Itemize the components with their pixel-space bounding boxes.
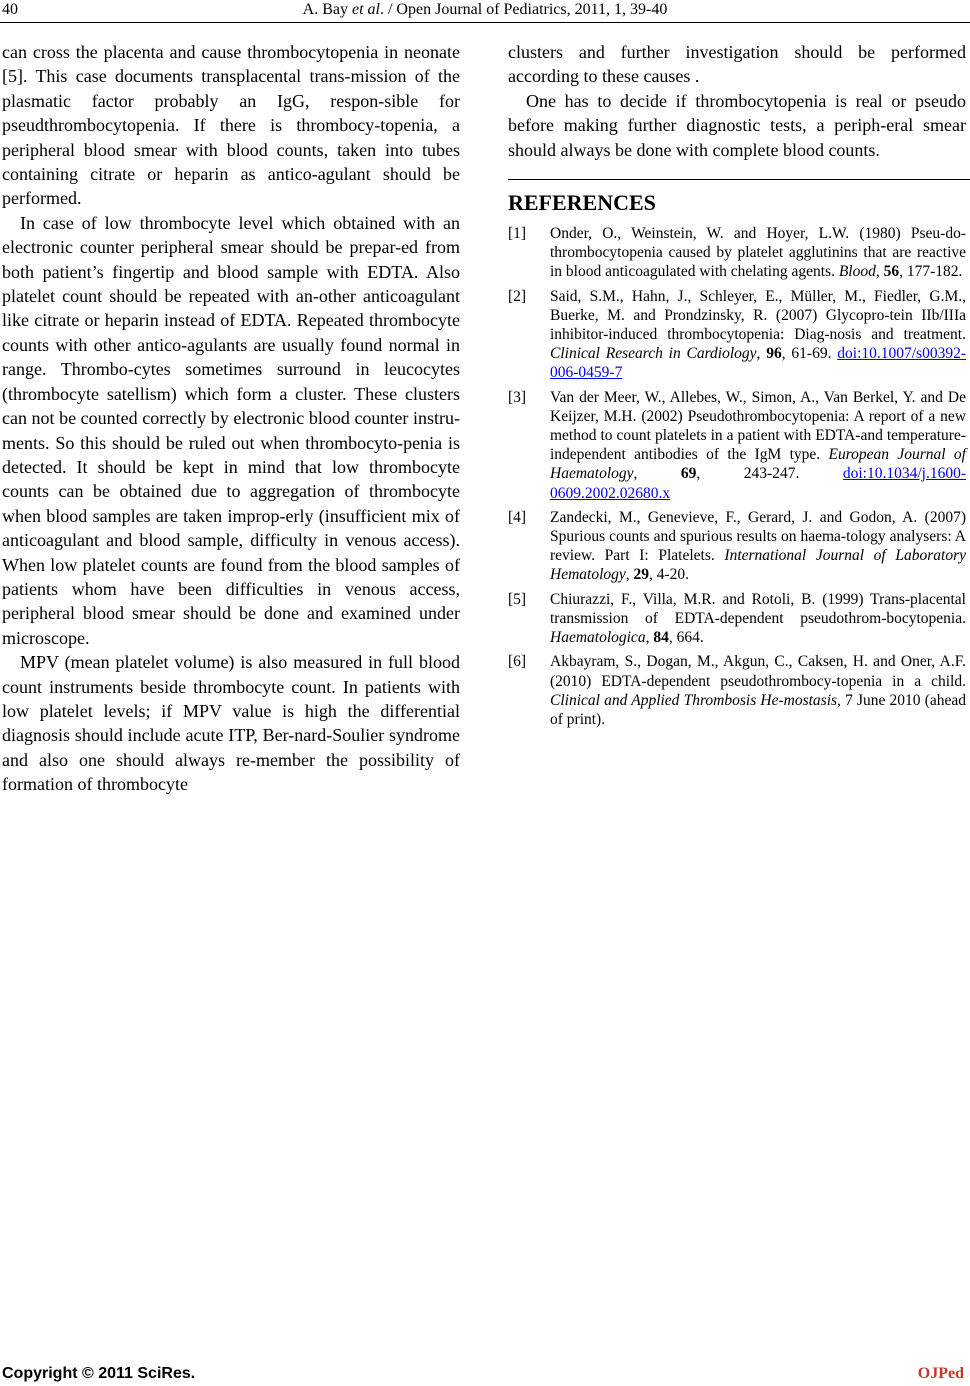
left-paragraph-2: In case of low thrombocyte level which obtained with an electronic counter peripheral smear should be prepar-ed from both patient’s fingertip and blood sample with EDTA. Also platelet count should be repeated with an-other anticoagulant like citrate or heparin instead of EDTA. Repeated thrombocyte counts with other antico-agulants are usually found normal in range. Thrombo-cytes sometimes surround in leucocytes (thrombocyte satellism) which form a cluster. These clusters can not be counted correctly by electronic blood counter instru-ments. So this should be ruled out when thrombocyto-penia is detected. It should be kept in mind that low thrombocyte counts can be obtained due to aggregation of thrombocyte when blood samples are taken improp-erly (insufficient mix of anticoagulant and blood sample, difficulty in venous access). When low platelet counts are found from the blood samples of patients whom have been difficulties in venous access, peripheral blood smear should be done and examined under microscope. (2, 212, 460, 648)
doi-link[interactable]: doi:10.1034/j.1600-0609.2002.02680.x (550, 465, 966, 502)
page-number: 40 (2, 1, 18, 18)
reference-item (508, 224, 966, 282)
reference-volume: 84 (653, 629, 669, 647)
references-rule (508, 179, 970, 180)
reference-journal: Clinical Research in Cardiology (550, 345, 757, 363)
header-rule (0, 22, 970, 23)
right-column (508, 40, 966, 734)
header-authors: A. Bay (302, 1, 348, 18)
reference-text: Onder, O., Weinstein, W. and Hoyer, L.W. (1980) Pseu-do-thrombocytopenia caused by platelet agglutinins that are reactive in blood anticoagulated with chelating agents. Blood, 56, 177-182. (550, 225, 966, 281)
reference-item (508, 388, 966, 503)
reference-item (508, 508, 966, 585)
reference-item (508, 590, 966, 648)
header-journal-info: . / Open Journal of Pediatrics, 2011, 1, 39-40 (379, 1, 668, 18)
reference-journal: International Journal of Laboratory Hematology (550, 547, 966, 584)
reference-journal: Clinical and Applied Thrombosis He-mostasis (550, 691, 838, 709)
running-header (0, 0, 970, 20)
reference-volume: 69 (680, 465, 697, 483)
reference-number: [3] (508, 388, 527, 406)
reference-number: [1] (508, 225, 527, 243)
left-column (2, 40, 460, 797)
reference-volume: 56 (883, 263, 900, 281)
reference-journal: Blood (838, 263, 876, 281)
left-paragraph-1: can cross the placenta and cause thrombocytopenia in neonate [5]. This case documents transplacental trans-mission of the plasmatic factor probably an IgG, respon-sible for pseudthrombocytopenia. If there is thrombocy-topenia, a peripheral blood smear with blood counts, taken into tubes containing citrate or heparin as antico-agulant should be performed. (2, 42, 460, 209)
footer-journal-abbrev: OJPed (917, 1365, 964, 1382)
reference-text: Van der Meer, W., Allebes, W., Simon, A., Van Berkel, Y. and De Keijzer, M.H. (2002) Pseudothrombocytopenia: A report of a new method to count platelets in a patient with EDTA-and temperature-independent antibodies of the IgM type. European Journal of Haematology, 69, 243-247. doi:10.1034/j.1600-0609.2002.02680.x (550, 388, 966, 502)
doi-link[interactable]: doi:10.1007/s00392-006-0459-7 (550, 345, 967, 382)
reference-journal: European Journal of Haematology (550, 446, 966, 483)
reference-item (508, 652, 966, 729)
reference-volume: 96 (766, 345, 782, 363)
footer-copyright: Copyright © 2011 SciRes. (2, 1365, 196, 1382)
reference-text: Akbayram, S., Dogan, M., Akgun, C., Caksen, H. and Oner, A.F. (2010) EDTA-dependent pseudothrombocy-topenia in a child. Clinical and Applied Thrombosis He-mostasis, 7 June 2010 (ahead of print). (550, 653, 966, 728)
reference-number: [4] (508, 508, 527, 526)
left-paragraph-3: MPV (mean platelet volume) is also measured in full blood count instruments beside thrombocyte count. In patients with low platelet levels; if MPV value is high the differential diagnosis should include acute ITP, Ber-nard-Soulier syndrome and also one should always re-member the possibility of formation of thrombocyte (2, 652, 460, 795)
reference-item (508, 287, 966, 383)
reference-text: Chiurazzi, F., Villa, M.R. and Rotoli, B. (1999) Trans-placental transmission of EDTA-dependent pseudothrom-bocytopenia. Haematologica, 84, 664. (550, 590, 966, 647)
reference-journal: Haematologica (550, 629, 646, 647)
reference-number: [6] (508, 653, 527, 671)
right-paragraph-2: One has to decide if thrombocytopenia is real or pseudo before making further diagnostic tests, a periph-eral smear should always be done with complete blood counts. (508, 90, 966, 160)
right-paragraph-1: clusters and further investigation should be performed according to these causes . (508, 42, 966, 87)
reference-text: Said, S.M., Hahn, J., Schleyer, E., Müller, M., Fiedler, G.M., Buerke, M. and Prondzinsky, R. (2007) Glycopro-tein IIb/IIIa inhibitor-induced thrombocytopenia: Diag-nosis and treatment. Clinical Research in Cardiology, 96, 61-69. doi:10.1007/s00392-006-0459-7 (550, 287, 967, 382)
references-title: REFERENCES (508, 190, 656, 216)
header-et-al: et al (351, 1, 380, 18)
reference-volume: 29 (633, 566, 650, 584)
references-list (508, 224, 966, 729)
reference-text: Zandecki, M., Genevieve, F., Gerard, J. and Godon, A. (2007) Spurious counts and spurious results on haema-tology analysers: A review. Part I: Platelets. International Journal of Laboratory Hematology, 29, 4-20. (550, 508, 966, 584)
reference-number: [5] (508, 590, 527, 608)
reference-number: [2] (508, 287, 527, 305)
